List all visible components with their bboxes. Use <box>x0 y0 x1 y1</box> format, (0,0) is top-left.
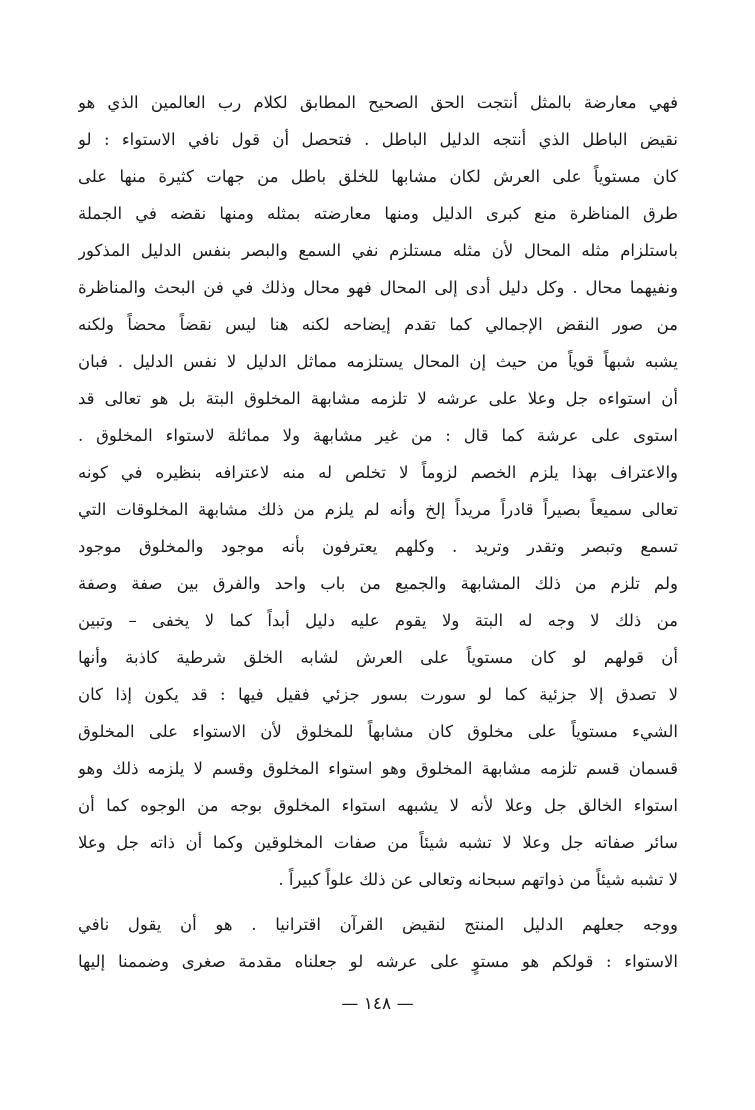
text-line: الاستواء : قولكم هو مستوٍ على عرشه لو جعلناه مقدمة صغرى وضممنا إليها <box>78 952 678 971</box>
text-line: ولم تلزم من ذلك المشابهة والجميع من باب واحد والفرق بين صفة وصفة <box>78 574 678 593</box>
text-line: لا تصدق إلا جزئية كما لو سورت بسور جزئي فقيل فيها : قد يكون إذا كان <box>78 685 678 704</box>
text-line: ونفيهما محال . وكل دليل أدى إلى المحال فهو محال وذلك في فن البحث والمناظرة <box>78 278 678 297</box>
text-line: استواء الخالق جل وعلا لأنه لا يشبهه استواء المخلوق بوجه من الوجوه كما أن <box>78 796 678 815</box>
paragraph-main <box>78 84 678 898</box>
text-line: فهي معارضة بالمثل أنتجت الحق الصحيح المطابق لكلام رب العالمين الذي هو <box>78 93 678 112</box>
text-line: والاعتراف بهذا يلزم الخصم لزوماً لا تخلص له منه لاعترافه بنظيره في كونه <box>78 463 678 482</box>
text-line: باستلزام مثله المحال لأن مثله مستلزم نفي السمع والبصر بنفس الدليل المذكور <box>78 241 678 260</box>
page-number: — ١٤٨ — <box>341 994 414 1014</box>
text-line: يشبه شبهاً قوياً من حيث إن المحال يستلزمه مماثل الدليل لا نفس الدليل . فبان <box>78 352 678 371</box>
text-line: كان مستوياً على العرش لكان مشابها للخلق باطل من جهات كثيرة منها على <box>78 167 678 186</box>
text-line: استوى على عرشة كما قال : من غير مشابهة ولا مماثلة لاستواء المخلوق . <box>78 426 678 445</box>
text-line: ووجه جعلهم الدليل المنتج لنقيض القرآن اقترانيا . هو أن يقول نافي <box>78 915 678 934</box>
paragraph-second <box>78 906 678 980</box>
text-line: من ذلك لا وجه له البتة ولا يقوم عليه دليل أبداً كما لا يخفى – وتبين <box>78 611 678 630</box>
text-line: سائر صفاته جل وعلا لا تشبه شيئاً من صفات المخلوقين وكما أن ذاته جل وعلا <box>78 833 678 852</box>
text-line: نقيض الباطل الذي أنتجه الدليل الباطل . فتحصل أن قول نافي الاستواء : لو <box>78 130 678 149</box>
text-line: أن قولهم لو كان مستوياً على العرش لشابه الخلق شرطية كاذبة وأنها <box>78 648 678 667</box>
text-line: الشيء مستوياً على مخلوق كان مشابهاً للمخلوق لأن الاستواء على المخلوق <box>78 722 678 741</box>
text-line: تسمع وتبصر وتقدر وتريد . وكلهم يعترفون بأنه موجود والمخلوق موجود <box>78 537 678 556</box>
text-line: تعالى سميعاً بصيراً قادراً مريداً إلخ وأنه لم يلزم من ذلك مشابهة المخلوقات التي <box>78 500 678 519</box>
text-line: لا تشبه شيئاً من ذواتهم سبحانه وتعالى عن ذلك علواً كبيراً . <box>278 870 678 889</box>
text-line: من صور النقض الإجمالي كما تقدم إيضاحه لكنه هنا ليس نقضاً محضاً ولكنه <box>78 315 678 334</box>
text-line: طرق المناظرة منع كبرى الدليل ومنها معارضته بمثله ومنها نقضه في الجملة <box>78 204 678 223</box>
text-line: أن استواءه جل وعلا على عرشه لا تلزمه مشابهة المخلوق البتة بل هو تعالى قد <box>78 389 678 408</box>
text-line: قسمان قسم تلزمه مشابهة المخلوق وهو استواء المخلوق وقسم لا يلزمه ذلك وهو <box>78 759 678 778</box>
